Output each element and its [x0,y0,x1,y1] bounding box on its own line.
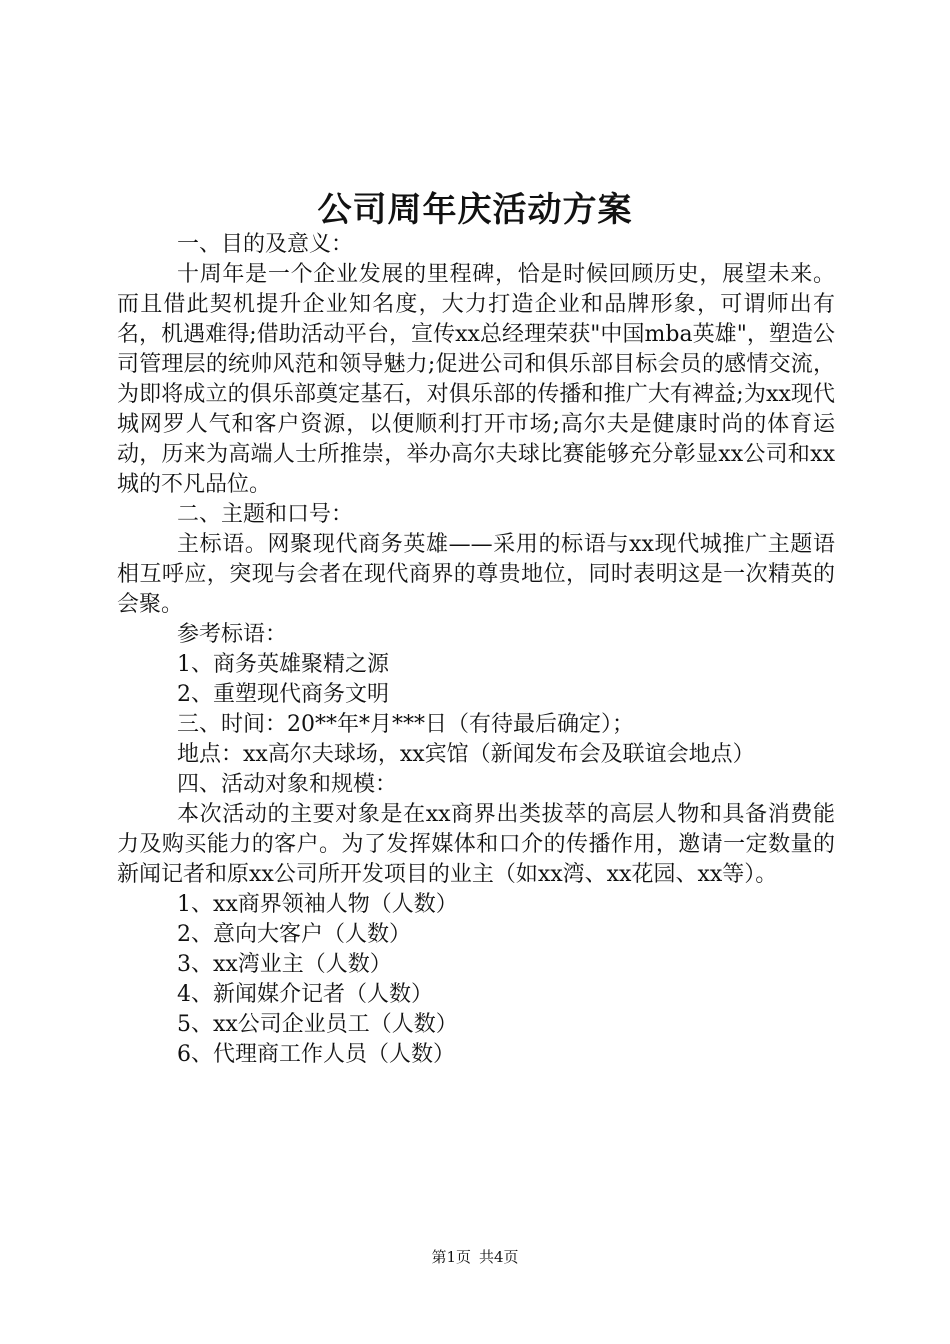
list-item: 1、商务英雄聚精之源 [177,652,389,677]
list-item: 3、xx湾业主（人数） [177,952,392,977]
section-heading-time: 三、时间：20**年*月***日（有待最后确定）； [177,712,634,737]
list-item: 5、xx公司企业员工（人数） [177,1012,458,1037]
list-item: 4、新闻媒介记者（人数） [177,982,433,1007]
paragraph-location: 地点：xx高尔夫球场，xx宾馆（新闻发布会及联谊会地点） [177,742,755,767]
page-number: 第1页 [431,1248,471,1266]
list-item: 1、xx商界领袖人物（人数） [177,892,458,917]
list-item: 2、意向大客户（人数） [177,922,411,947]
list-item: 2、重塑现代商务文明 [177,682,389,707]
document-title: 公司周年庆活动方案 [317,190,633,230]
list-item: 6、代理商工作人员（人数） [177,1042,455,1067]
section-heading-theme: 二、主题和口号： [177,502,354,527]
section-heading-purpose: 一、目的及意义： [177,232,354,257]
reference-slogans-label: 参考标语： [177,622,288,647]
paragraph-main-slogan: 主标语。网聚现代商务英雄——采用的标语与xx现代城推广主题语相互呼应，突现与会者在现代商界的尊贵地位，同时表明这是一次精英的会聚。 [117,532,835,617]
section-heading-audience: 四、活动对象和规模： [177,772,398,797]
paragraph-audience: 本次活动的主要对象是在xx商界出类拔萃的高层人物和具备消费能力及购买能力的客户。为了发挥媒体和口介的传播作用，邀请一定数量的新闻记者和原xx公司所开发项目的业主（如xx湾、xx花园、xx等）。 [117,802,835,887]
page-footer [0,1246,950,1268]
page-total: 共4页 [479,1248,519,1266]
document-body [117,230,835,1070]
paragraph-purpose: 十周年是一个企业发展的里程碑，恰是时候回顾历史，展望未来。而且借此契机提升企业知名度，大力打造企业和品牌形象，可谓师出有名，机遇难得;借助活动平台，宣传xx总经理荣获"中国mba英雄"，塑造公司管理层的统帅风范和领导魅力;促进公司和俱乐部目标会员的感情交流，为即将成立的俱乐部奠定基石，对俱乐部的传播和推广大有裨益;为xx现代城网罗人气和客户资源，以便顺利打开市场;高尔夫是健康时尚的体育运动，历来为高端人士所推崇，举办高尔夫球比赛能够充分彰显xx公司和xx城的不凡品位。 [117,262,835,497]
